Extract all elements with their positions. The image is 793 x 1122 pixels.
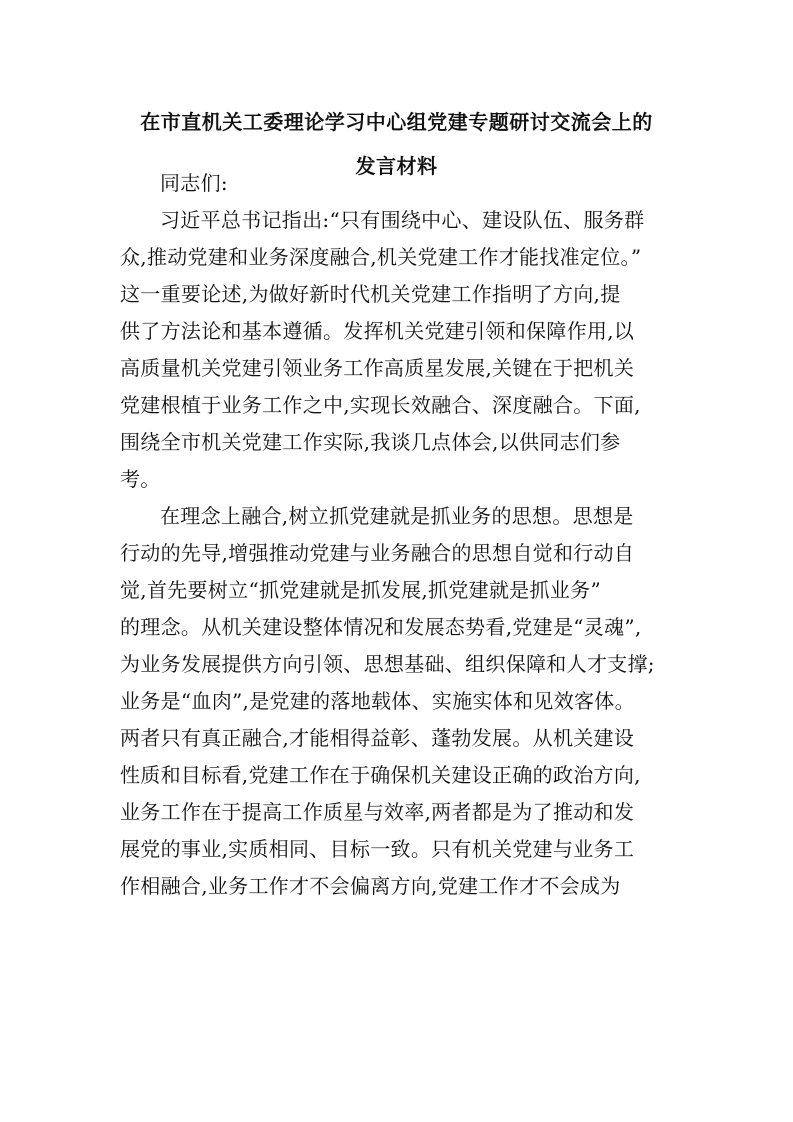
paragraph-1-line: 众,推动党建和业务深度融合,机关党建工作才能找准定位。” xyxy=(120,245,642,269)
paragraph-2-line: 在理念上融合,树立抓党建就是抓业务的思想。思想是 xyxy=(160,504,634,528)
salutation: 同志们: xyxy=(160,171,228,195)
paragraph-2-line: 觉,首先要树立“抓党建就是抓发展,抓党建就是抓业务” xyxy=(120,578,601,602)
paragraph-2-line: 为业务发展提供方向引领、思想基础、组织保障和人才支撑; xyxy=(120,652,655,676)
document-title-line-1: 在市直机关工委理论学习中心组党建专题研讨交流会上的 xyxy=(140,110,653,134)
paragraph-2-line: 的理念。从机关建设整体情况和发展态势看,党建是“灵魂”, xyxy=(120,615,642,639)
paragraph-1-line: 这一重要论述,为做好新时代机关党建工作指明了方向,提 xyxy=(120,282,621,306)
paragraph-1-line: 围绕全市机关党建工作实际,我谈几点体会,以供同志们参 xyxy=(120,430,621,454)
paragraph-1-line: 高质量机关党建引领业务工作高质星发展,关键在于把机关 xyxy=(120,356,635,380)
paragraph-1-line: 考。 xyxy=(120,467,161,491)
paragraph-2-line: 两者只有真正融合,才能相得益彰、蓬勃发展。从机关建设 xyxy=(120,726,635,750)
paragraph-1-line: 供了方法论和基本遵循。发挥机关党建引领和保障作用,以 xyxy=(120,319,635,343)
document-body xyxy=(120,165,680,905)
paragraph-2-line: 作相融合,业务工作才不会偏离方向,党建工作才不会成为 xyxy=(120,874,621,898)
paragraph-1-line: 党建根植于业务工作之中,实现长效融合、深度融合。下面, xyxy=(120,393,641,417)
paragraph-2-line: 性质和目标看,党建工作在于确保机关建设正确的政治方向, xyxy=(120,763,641,787)
document-title-line-2: 发言材料 xyxy=(355,154,438,178)
paragraph-2-line: 业务工作在于提高工作质星与效率,两者都是为了推动和发 xyxy=(120,800,635,824)
paragraph-2-line: 业务是“血肉”,是党建的落地载体、实施实体和见效客体。 xyxy=(120,689,635,713)
paragraph-2-line: 行动的先导,增强推动党建与业务融合的思想自觉和行动自 xyxy=(120,541,635,565)
paragraph-2-line: 展党的事业,实质相同、目标一致。只有机关党建与业务工 xyxy=(120,837,635,861)
paragraph-1-line: 习近平总书记指出:“只有围绕中心、建设队伍、服务群 xyxy=(160,208,645,232)
